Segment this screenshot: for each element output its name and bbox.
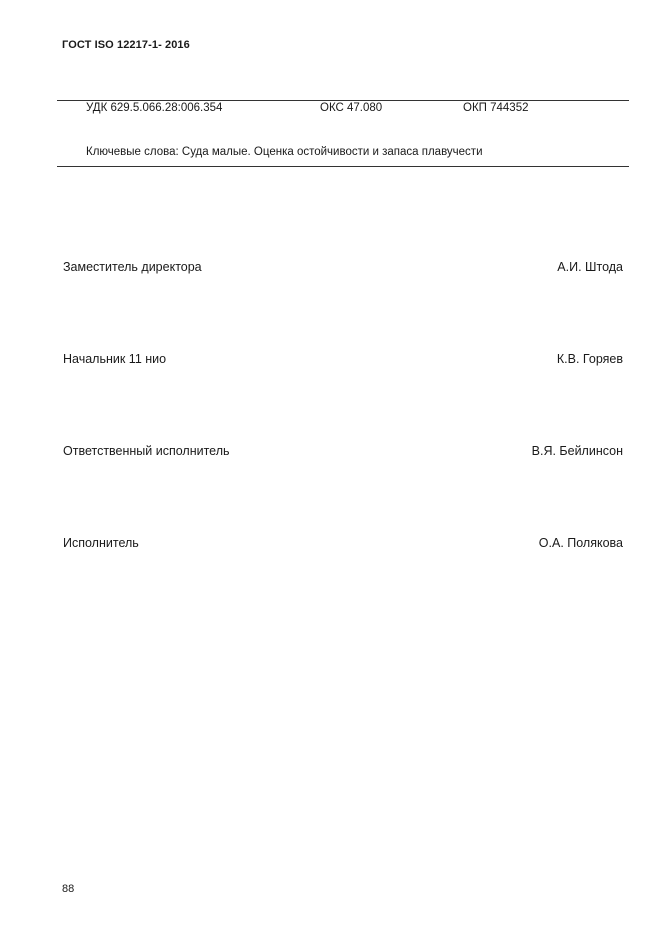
signature-person: К.В. Горяев <box>556 352 623 366</box>
signature-person: О.А. Полякова <box>538 536 623 550</box>
document-header-title: ГОСТ ISO 12217-1- 2016 <box>62 39 190 51</box>
keywords-line: Ключевые слова: Суда малые. Оценка остойчивости и запаса плавучести <box>86 146 483 158</box>
signature-row <box>63 536 623 552</box>
signature-person: А.И. Штода <box>557 260 623 274</box>
top-divider <box>57 100 629 101</box>
signature-role: Начальник 11 нио <box>63 352 167 366</box>
signature-role: Исполнитель <box>63 536 139 550</box>
udk-code: УДК 629.5.066.28:006.354 <box>86 102 223 114</box>
page-number: 88 <box>62 883 75 895</box>
signature-row <box>63 260 623 276</box>
signature-role: Ответственный исполнитель <box>63 444 230 458</box>
bottom-divider <box>57 166 629 167</box>
okp-code: ОКП 744352 <box>463 102 529 114</box>
signature-row <box>63 352 623 368</box>
signature-row <box>63 444 623 460</box>
signature-role: Заместитель директора <box>63 260 202 274</box>
signature-person: В.Я. Бейлинсон <box>531 444 623 458</box>
oks-code: ОКС 47.080 <box>320 102 383 114</box>
